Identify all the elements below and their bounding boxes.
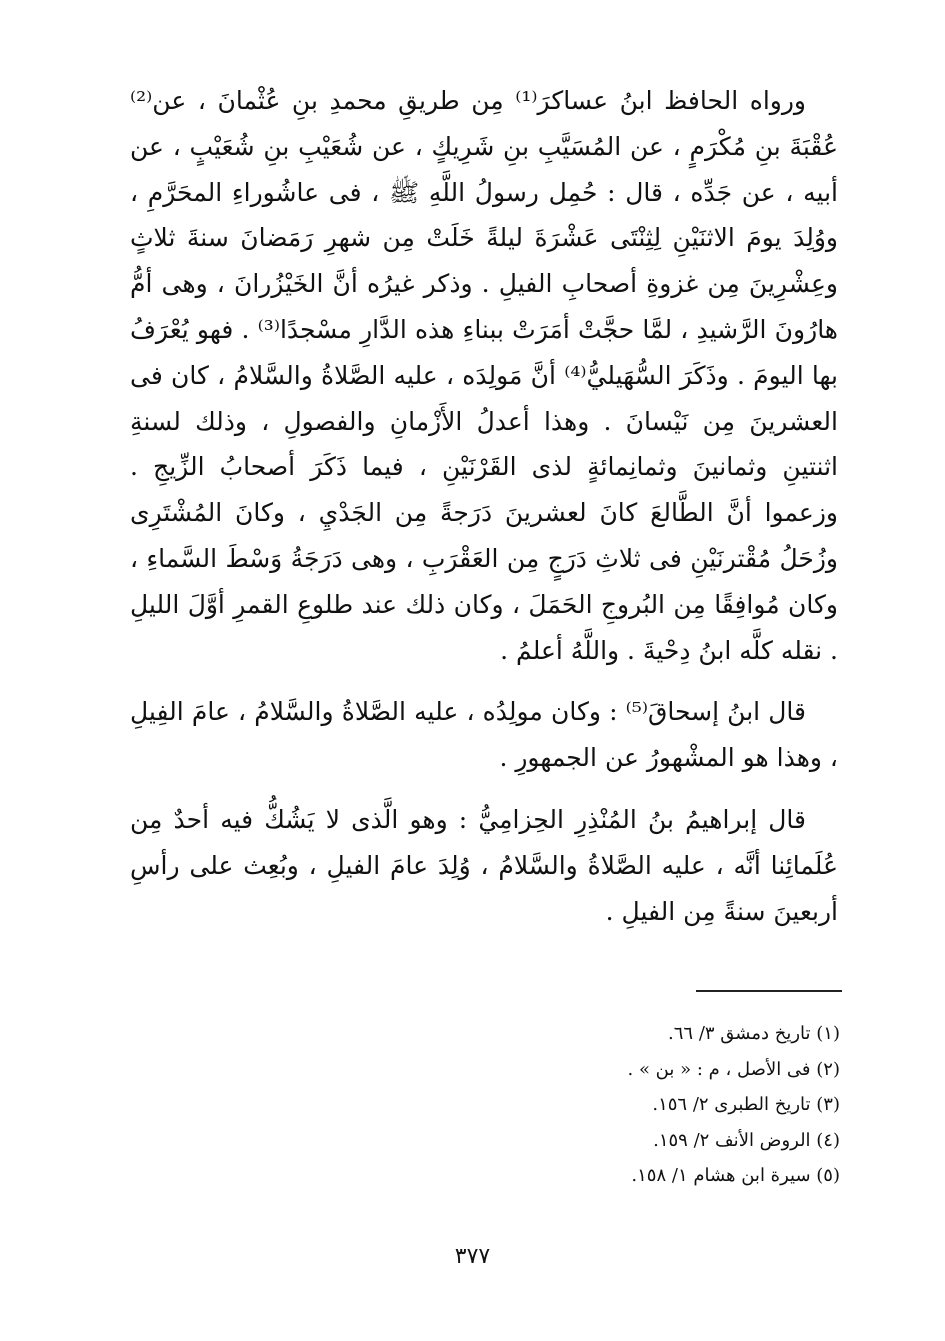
footnote-3: (٣) تاريخ الطبرى ٢/ ١٥٦. [652,1094,840,1115]
footnotes [460,1016,840,1194]
footnote-1: (١) تاريخ دمشق ٣/ ٦٦. [668,1023,840,1044]
main-text [130,78,838,934]
footnote-separator [696,990,842,992]
footnote-4: (٤) الروض الأنف ٢/ ١٥٩. [653,1129,840,1151]
paragraph-ibrahim-ibn-almundhir: قال إبراهيمُ بنُ المُنْذِرِ الحِزامِيُّ : وهو الَّذى لا يَشُكُّ فيه أحدٌ مِن عُلَمائِنا أنَّه ، عليه الصَّلاةُ والسَّلامُ ، وُلِدَ عامَ الفيلِ ، وبُعِث على رأسِ أربعينَ سنةً مِن الفيلِ . [130,804,838,926]
footnote-2: (٢) فى الأصل ، م : « بن » . [627,1058,840,1080]
paragraph-ibn-ishaq: قال ابنُ إسحاقَ⁽⁵⁾ : وكان مولِدُه ، عليه الصَّلاةُ والسَّلامُ ، عامَ الفِيلِ ، وهذا هو المشْهورُ عن الجمهورِ . [130,697,838,773]
paragraph-ibn-asakir: ورواه الحافظ ابنُ عساكرَ⁽¹⁾ مِن طريقِ محمدِ بنِ عُثْمانَ ، عن⁽²⁾ عُقْبَةَ بنِ مُكْرَمٍ ، عن المُسَيَّبِ بنِ شَرِيكٍ ، عن شُعَيْبِ بنِ شُعَيْبٍ ، عن أبيه ، عن جَدِّه ، قال : حُمِل رسولُ اللَّهِ ﷺ ، فى عاشُوراءِ المحَرَّمِ ، ووُلِدَ يومَ الاثنَيْنِ لِثِنْتَى عَشْرَةَ ليلةً خَلَتْ مِن شهرِ رَمَضانَ سنةَ ثلاثٍ وعِشْرِينَ مِن غزوةِ أصحابِ الفيلِ . وذكر غيرُه أنَّ الخَيْزُرانَ ، وهى أمُّ هارُونَ الرَّشيدِ ، لمَّا حجَّتْ أمَرَتْ ببناءِ هذه الدَّارِ مسْجدًا⁽³⁾ . فهو يُعْرَفُ بها اليومَ . وذَكَرَ السُّهَيليُّ⁽⁴⁾ أنَّ مَولِدَه ، عليه الصَّلاةُ والسَّلامُ ، كان فى العشرينَ مِن نَيْسانَ . وهذا أعدلُ الأَزْمانِ والفصولِ ، وذلك لسنةِ اثنتينِ وثمانينَ وثمانِمائةٍ لذى القَرْنَيْنِ ، فيما ذَكَرَ أصحابُ الزِّيجِ . وزعموا أنَّ الطَّالعَ كانَ لعشرينَ دَرَجةً مِن الجَدْيِ ، وكانَ المُشْتَرِى وزُحَلُ مُقْترنَيْنِ فى ثلاثِ دَرَجٍ مِن العَقْرَبِ ، وهى دَرَجَةُ وَسْطَ السَّماءِ ، وكان مُوافِقًا مِن البُروجِ الحَمَلَ ، وكان ذلك عند طلوعِ القمرِ أوَّلَ الليلِ . نقله كلَّه ابنُ دِحْيةَ . واللَّهُ أعلمُ . [130,86,838,665]
page-number: ٣٧٧ [454,1244,491,1269]
footnote-5: (٥) سيرة ابن هشام ١/ ١٥٨. [631,1165,840,1186]
